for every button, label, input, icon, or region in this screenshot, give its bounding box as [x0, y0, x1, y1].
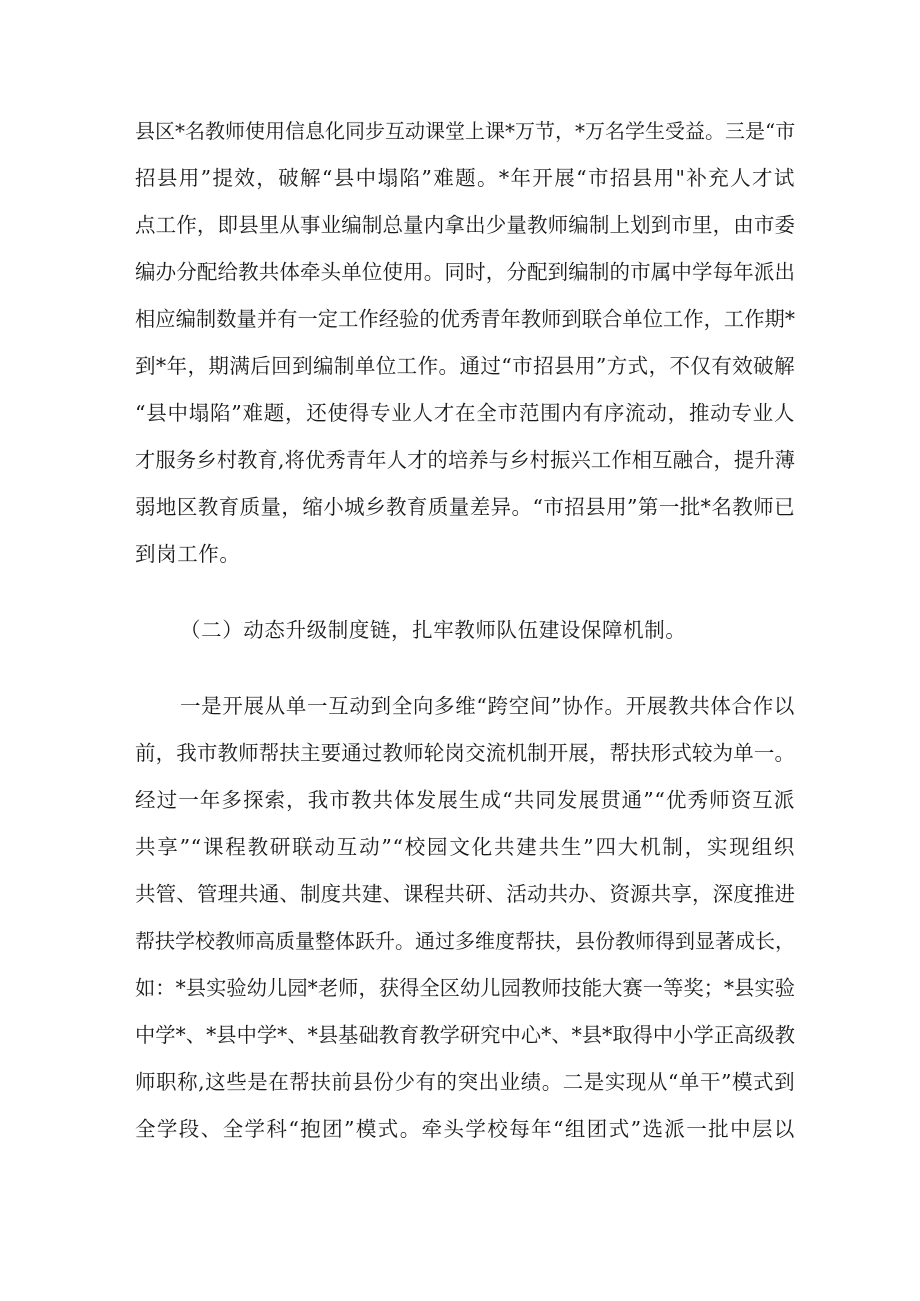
paragraph-line: 经过一年多探索，我市教共体发展生成“共同发展贯通”“优秀师资互派	[135, 788, 795, 812]
paragraph-line: 帮扶学校教师高质量整体跃升。通过多维度帮扶，县份教师得到显著成长，	[135, 929, 795, 953]
section-heading: （二）动态升级制度链，扎牢教师队伍建设保障机制。	[180, 618, 687, 642]
paragraph-line: 前，我市教师帮扶主要通过教师轮岗交流机制开展，帮扶形式较为单一。	[135, 741, 795, 765]
paragraph-line: 相应编制数量并有一定工作经验的优秀青年教师到联合单位工作，工作期*	[135, 307, 795, 331]
paragraph-line: 共享”“课程教研联动互动”“校园文化共建共生”四大机制，实现组织	[135, 835, 795, 859]
paragraph-line: 师职称,这些是在帮扶前县份少有的突出业绩。二是实现从“单干”模式到	[135, 1070, 795, 1094]
paragraph-line: 才服务乡村教育,将优秀青年人才的培养与乡村振兴工作相互融合，提升薄	[135, 448, 795, 472]
paragraph-line: “县中塌陷”难题，还使得专业人才在全市范围内有序流动，推动专业人	[135, 401, 795, 425]
paragraph-line: 到*年，期满后回到编制单位工作。通过“市招县用”方式，不仅有效破解	[135, 354, 795, 378]
paragraph-line: 弱地区教育质量，缩小城乡教育质量差异。“市招县用”第一批*名教师已	[135, 495, 795, 519]
paragraph-line: 点工作，即县里从事业编制总量内拿出少量教师编制上划到市里，由市委	[135, 213, 795, 237]
paragraph-line: 如：*县实验幼儿园*老师，获得全区幼儿园教师技能大赛一等奖；*县实验	[135, 976, 795, 1000]
paragraph-line: 共管、管理共通、制度共建、课程共研、活动共办、资源共享，深度推进	[135, 882, 795, 906]
paragraph-line: 一是开展从单一互动到全向多维“跨空间”协作。开展教共体合作以	[180, 694, 795, 718]
paragraph-line: 县区*名教师使用信息化同步互动课堂上课*万节，*万名学生受益。三是“市	[135, 119, 795, 143]
paragraph-line: 全学段、全学科“抱团”模式。牵头学校每年“组团式”选派一批中层以	[135, 1117, 795, 1141]
paragraph-line: 中学*、*县中学*、*县基础教育教学研究中心*、*县*取得中小学正高级教	[135, 1023, 795, 1047]
paragraph-line: 招县用”提效，破解“县中塌陷”难题。*年开展“市招县用"补充人才试	[135, 166, 795, 190]
paragraph-line: 到岗工作。	[135, 542, 241, 566]
paragraph-line: 编办分配给教共体牵头单位使用。同时，分配到编制的市属中学每年派出	[135, 260, 795, 284]
